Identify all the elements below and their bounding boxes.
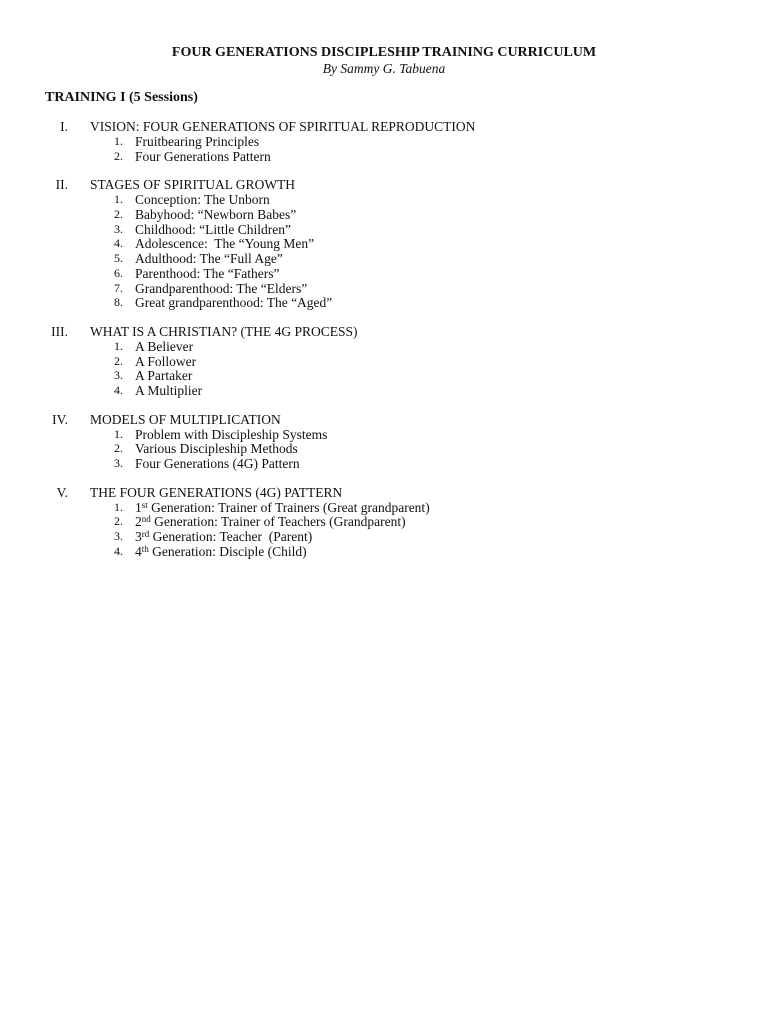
- list-item: [0, 222, 768, 237]
- section-numeral: IV.: [52, 411, 68, 427]
- list-item-text: [135, 222, 291, 237]
- list-item: [0, 149, 768, 164]
- list-item-number: 7.: [114, 280, 123, 295]
- list-item-number: 2.: [114, 207, 123, 222]
- list-item-text: [135, 251, 283, 266]
- list-item-number: 2.: [114, 441, 123, 456]
- outline-section: [0, 324, 768, 398]
- list-item-text: [135, 368, 192, 383]
- list-item-text: [135, 441, 298, 456]
- list-item-text: [135, 354, 196, 369]
- list-item-text: [135, 427, 327, 442]
- list-item-number: 2.: [114, 148, 123, 163]
- list-item: [0, 383, 768, 398]
- list-item: [0, 134, 768, 149]
- list-item-text: [135, 281, 307, 296]
- list-item-label: Grandparenthood: The “Elders”: [135, 280, 308, 296]
- list-item-text: [135, 500, 430, 515]
- list-item-label: Generation: Trainer of Teachers (Grandparent): [150, 514, 406, 530]
- list-item-label: Four Generations Pattern: [135, 148, 271, 164]
- list-item-text: [135, 529, 312, 544]
- list-item: [0, 544, 768, 559]
- list-item: [0, 339, 768, 354]
- list-item-number: 2.: [114, 514, 123, 529]
- section-title: VISION: FOUR GENERATIONS OF SPIRITUAL REPRODUCTION: [90, 119, 476, 134]
- list-item: [0, 427, 768, 442]
- list-item: [0, 514, 768, 529]
- list-item: [0, 354, 768, 369]
- generation-ordinal: 3: [135, 529, 142, 545]
- list-item: [0, 266, 768, 281]
- list-item-number: 8.: [114, 295, 123, 310]
- section-title: WHAT IS A CHRISTIAN? (THE 4G PROCESS): [90, 323, 358, 339]
- list-item-label: A Believer: [135, 338, 194, 354]
- section-title: MODELS OF MULTIPLICATION: [90, 411, 281, 427]
- generation-ordinal: 4: [135, 543, 142, 559]
- section-heading: [0, 324, 768, 339]
- list-item-number: 1.: [114, 426, 123, 441]
- list-item-number: 5.: [114, 251, 123, 266]
- section-heading: [0, 412, 768, 427]
- outline-section: [0, 412, 768, 471]
- list-item-text: [135, 295, 332, 310]
- list-item-text: [135, 236, 314, 251]
- list-item-label: Adulthood: The “Full Age”: [135, 251, 283, 267]
- list-item-text: [135, 149, 271, 164]
- list-item-label: A Partaker: [135, 368, 193, 384]
- section-numeral: II.: [55, 177, 68, 193]
- list-item-text: [135, 544, 307, 559]
- list-item-label: Generation: Trainer of Trainers (Great grandparent): [147, 499, 430, 515]
- outline-section: [0, 177, 768, 310]
- list-item: [0, 236, 768, 251]
- section-heading: [0, 177, 768, 192]
- list-item: [0, 207, 768, 222]
- outline-section: [0, 485, 768, 559]
- list-item-number: 1.: [114, 338, 123, 353]
- list-item-number: 4.: [114, 236, 123, 251]
- list-item: [0, 281, 768, 296]
- list-item-label: Conception: The Unborn: [135, 192, 270, 208]
- list-item-label: A Follower: [135, 353, 197, 369]
- list-item-label: Problem with Discipleship Systems: [135, 426, 328, 442]
- list-item-label: Babyhood: “Newborn Babes”: [135, 207, 297, 223]
- list-item-text: [135, 134, 259, 149]
- list-item: [0, 456, 768, 471]
- list-item-label: Great grandparenthood: The “Aged”: [135, 295, 333, 311]
- ordinal-suffix: st: [141, 499, 148, 510]
- list-item-number: 1.: [114, 192, 123, 207]
- list-item-number: 1.: [114, 134, 123, 148]
- section-numeral: V.: [56, 484, 68, 500]
- generation-ordinal: 1: [135, 499, 142, 515]
- list-item-text: [135, 192, 270, 207]
- generation-ordinal: 2: [135, 514, 142, 530]
- list-item-label: Four Generations (4G) Pattern: [135, 456, 300, 471]
- training-heading: TRAINING I (5 Sessions): [45, 90, 198, 105]
- list-item-label: Childhood: “Little Children”: [135, 221, 291, 237]
- list-item-text: [135, 383, 202, 398]
- list-item-label: A Multiplier: [135, 382, 203, 398]
- list-item-number: 3.: [114, 368, 123, 383]
- list-item-text: [135, 514, 406, 529]
- list-item-number: 2.: [114, 353, 123, 368]
- list-item-text: [135, 456, 300, 471]
- document-author: By Sammy G. Tabuena: [322, 61, 446, 76]
- outline-sections: [0, 119, 768, 572]
- list-item-text: [135, 266, 279, 281]
- section-title: STAGES OF SPIRITUAL GROWTH: [90, 177, 296, 193]
- ordinal-suffix: nd: [141, 514, 151, 525]
- list-item-text: [135, 339, 193, 354]
- list-item: [0, 441, 768, 456]
- list-item-number: 6.: [114, 265, 123, 280]
- list-item-number: 4.: [114, 382, 123, 397]
- ordinal-suffix: th: [141, 543, 149, 554]
- section-title: THE FOUR GENERATIONS (4G) PATTERN: [90, 484, 343, 500]
- list-item-text: [135, 207, 296, 222]
- list-item: [0, 500, 768, 515]
- list-item-label: Fruitbearing Principles: [135, 134, 260, 149]
- list-item-label: Parenthood: The “Fathers”: [135, 265, 280, 281]
- list-item: [0, 529, 768, 544]
- list-item: [0, 192, 768, 207]
- section-numeral: III.: [51, 323, 68, 339]
- list-item: [0, 251, 768, 266]
- ordinal-suffix: rd: [141, 529, 150, 540]
- list-item: [0, 295, 768, 310]
- outline-section: [0, 119, 768, 163]
- list-item-number: 1.: [114, 499, 123, 514]
- list-item-label: Generation: Teacher (Parent): [149, 529, 313, 545]
- list-item-number: 4.: [114, 543, 123, 558]
- section-heading: [0, 485, 768, 500]
- list-item-label: Adolescence: The “Young Men”: [135, 236, 315, 252]
- list-item-number: 3.: [114, 529, 123, 544]
- list-item: [0, 368, 768, 383]
- list-item-label: Various Discipleship Methods: [135, 441, 298, 457]
- list-item-number: 3.: [114, 221, 123, 236]
- list-item-number: 3.: [114, 456, 123, 470]
- document-title: FOUR GENERATIONS DISCIPLESHIP TRAINING CURRICULUM: [171, 45, 597, 60]
- section-heading: [0, 119, 768, 134]
- section-numeral: I.: [60, 119, 68, 134]
- list-item-label: Generation: Disciple (Child): [148, 543, 307, 559]
